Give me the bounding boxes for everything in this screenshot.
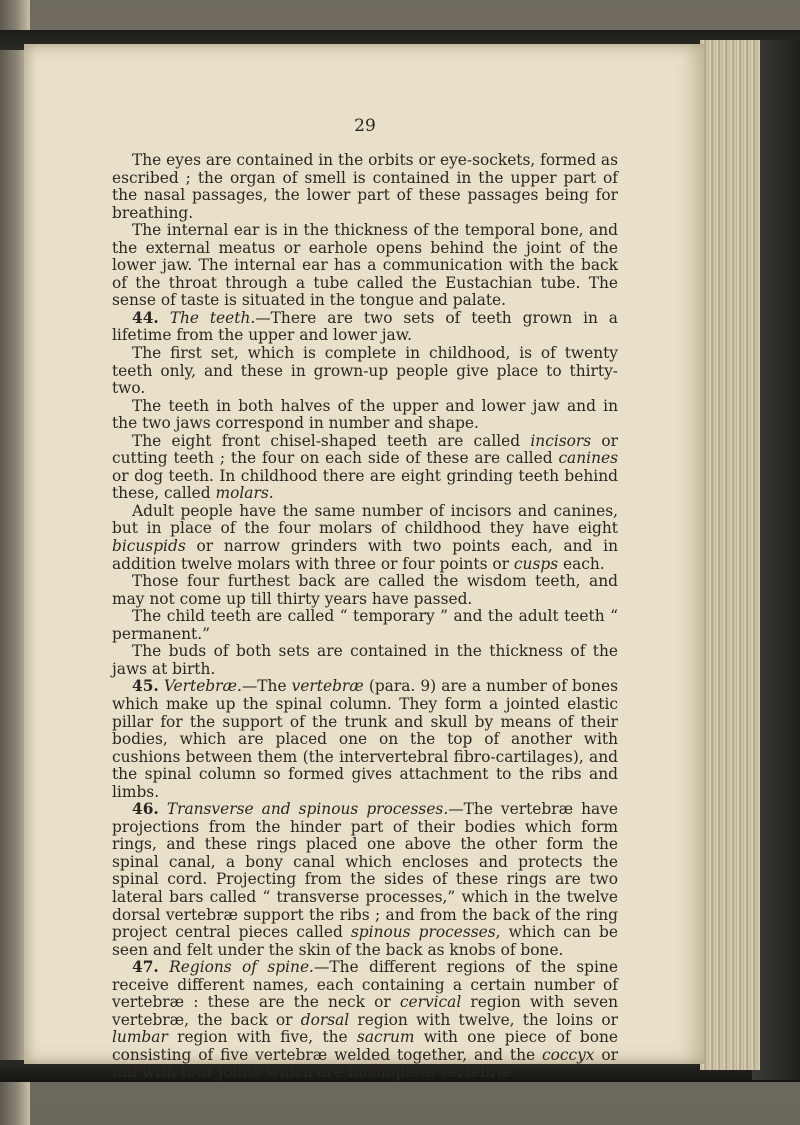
term-canines: canines [558, 449, 618, 468]
paragraph-adult-teeth [112, 503, 618, 573]
term-cervical: cervical [399, 993, 462, 1012]
term-incisors: incisors [530, 431, 592, 450]
section-45 [112, 678, 618, 801]
section-text: —There are two sets of teeth grown in a lifetime from the upper and lower jaw. [112, 308, 618, 345]
section-number: 44. [132, 308, 159, 327]
term-cusps: cusps [513, 554, 559, 573]
text-run: or cutting teeth ; the four on each side of these are called [112, 431, 618, 468]
term-molars: molars. [215, 484, 274, 503]
text-run: or tail with four joints which are incomplete vertebræ. [112, 1045, 618, 1082]
paragraph-temporary: The child teeth are called “ temporary ” and the adult teeth “ permanent.” [112, 607, 618, 643]
paragraph-buds: The buds of both sets are contained in the thickness of the jaws at birth. [112, 642, 618, 678]
section-title: Transverse and spinous processes. [166, 800, 449, 819]
term-dorsal: dorsal [300, 1010, 350, 1029]
section-title: Vertebræ. [163, 677, 242, 696]
section-number: 45. [132, 677, 159, 696]
text-run: region with five, the [167, 1028, 357, 1047]
text-run: The eight front chisel-shaped teeth are called [132, 431, 531, 450]
page-stack-edges [700, 40, 760, 1070]
text-run: —The [241, 677, 292, 696]
term-vertebrae: vertebræ [291, 677, 364, 696]
section-44 [112, 310, 618, 345]
text-run: each. [558, 554, 605, 573]
term-coccyx: coccyx [541, 1045, 595, 1064]
text-run: region with seven vertebræ, the back or [112, 993, 618, 1029]
paragraph-ear: The internal ear is in the thickness of the temporal bone, and the external meatus or earhole opens behind the joint of the lower jaw. The internal ear has a communication with the back of the throat through a tube called the Eustachian tube. The sense of taste is situated in the tongue and palate. [112, 221, 618, 310]
text-run: or dog teeth. In childhood there are eight grinding teeth behind these, called [112, 466, 618, 503]
term-sacrum: sacrum [356, 1028, 415, 1047]
term-bicuspids: bicuspids [112, 537, 186, 556]
text-run: —The different regions of the spine receive different names, each containing a certain number of vertebræ : these are the neck or [112, 958, 618, 1012]
section-title: The teeth. [169, 308, 256, 327]
text-run: (para. 9) are a number of bones which make up the spinal column. They form a jointed elastic pillar for the support of the trunk and skull by means of their bodies, which are placed one on the top of another with cushions between them (the intervertebral fibro-cartilages), and the spinal column so formed gives attachment to the ribs and limbs. [112, 677, 618, 801]
text-run: , which can be seen and felt under the skin of the back as knobs of bone. [112, 923, 619, 959]
text-run: Adult people have the same number of incisors and canines, but in place of the four molars of childhood they have eight [112, 501, 618, 538]
text-run: region with twelve, the loins or [349, 1010, 618, 1029]
text-run: or narrow grinders with two points each, and in addition twelve molars with three or four points or [112, 537, 618, 573]
paragraph-front-teeth [112, 433, 618, 503]
section-47 [112, 959, 618, 1082]
paragraph-first-set: The first set, which is complete in childhood, is of twenty teeth only, and these in grown-up people give place to thirty-two. [112, 344, 618, 398]
paragraph-halves: The teeth in both halves of the upper and lower jaw and in the two jaws correspond in number and shape. [112, 396, 618, 433]
section-number: 46. [132, 800, 159, 819]
text-run: —The vertebræ have projections from the hinder part of their bodies which form rings, and these rings placed one above the other form the spinal canal, a bony canal which encloses and protects the spinal cord. Projecting from the sides of these rings are two lateral bars called “ transverse processes,” which in the twelve dorsal vertebræ support the ribs ; and from the back of the ring project central pieces called [112, 800, 618, 942]
section-title: Regions of spine. [169, 958, 314, 977]
term-lumbar: lumbar [112, 1028, 168, 1047]
term-spinous-processes: spinous processes [350, 923, 496, 942]
paragraph-eyes: The eyes are contained in the orbits or eye-sockets, formed as escribed ; the organ of smell is contained in the upper part of the nasal passages, the lower part of these passages being for breathing. [112, 151, 619, 222]
text-run: with one piece of bone consisting of five vertebræ welded together, and the [112, 1028, 618, 1064]
section-46 [112, 801, 618, 959]
page-number: 29 [354, 116, 376, 136]
paragraph-wisdom-teeth: Those four furthest back are called the wisdom teeth, and may not come up till thirty years have passed. [112, 572, 618, 608]
section-number: 47. [132, 958, 159, 977]
body-text [112, 152, 618, 1082]
